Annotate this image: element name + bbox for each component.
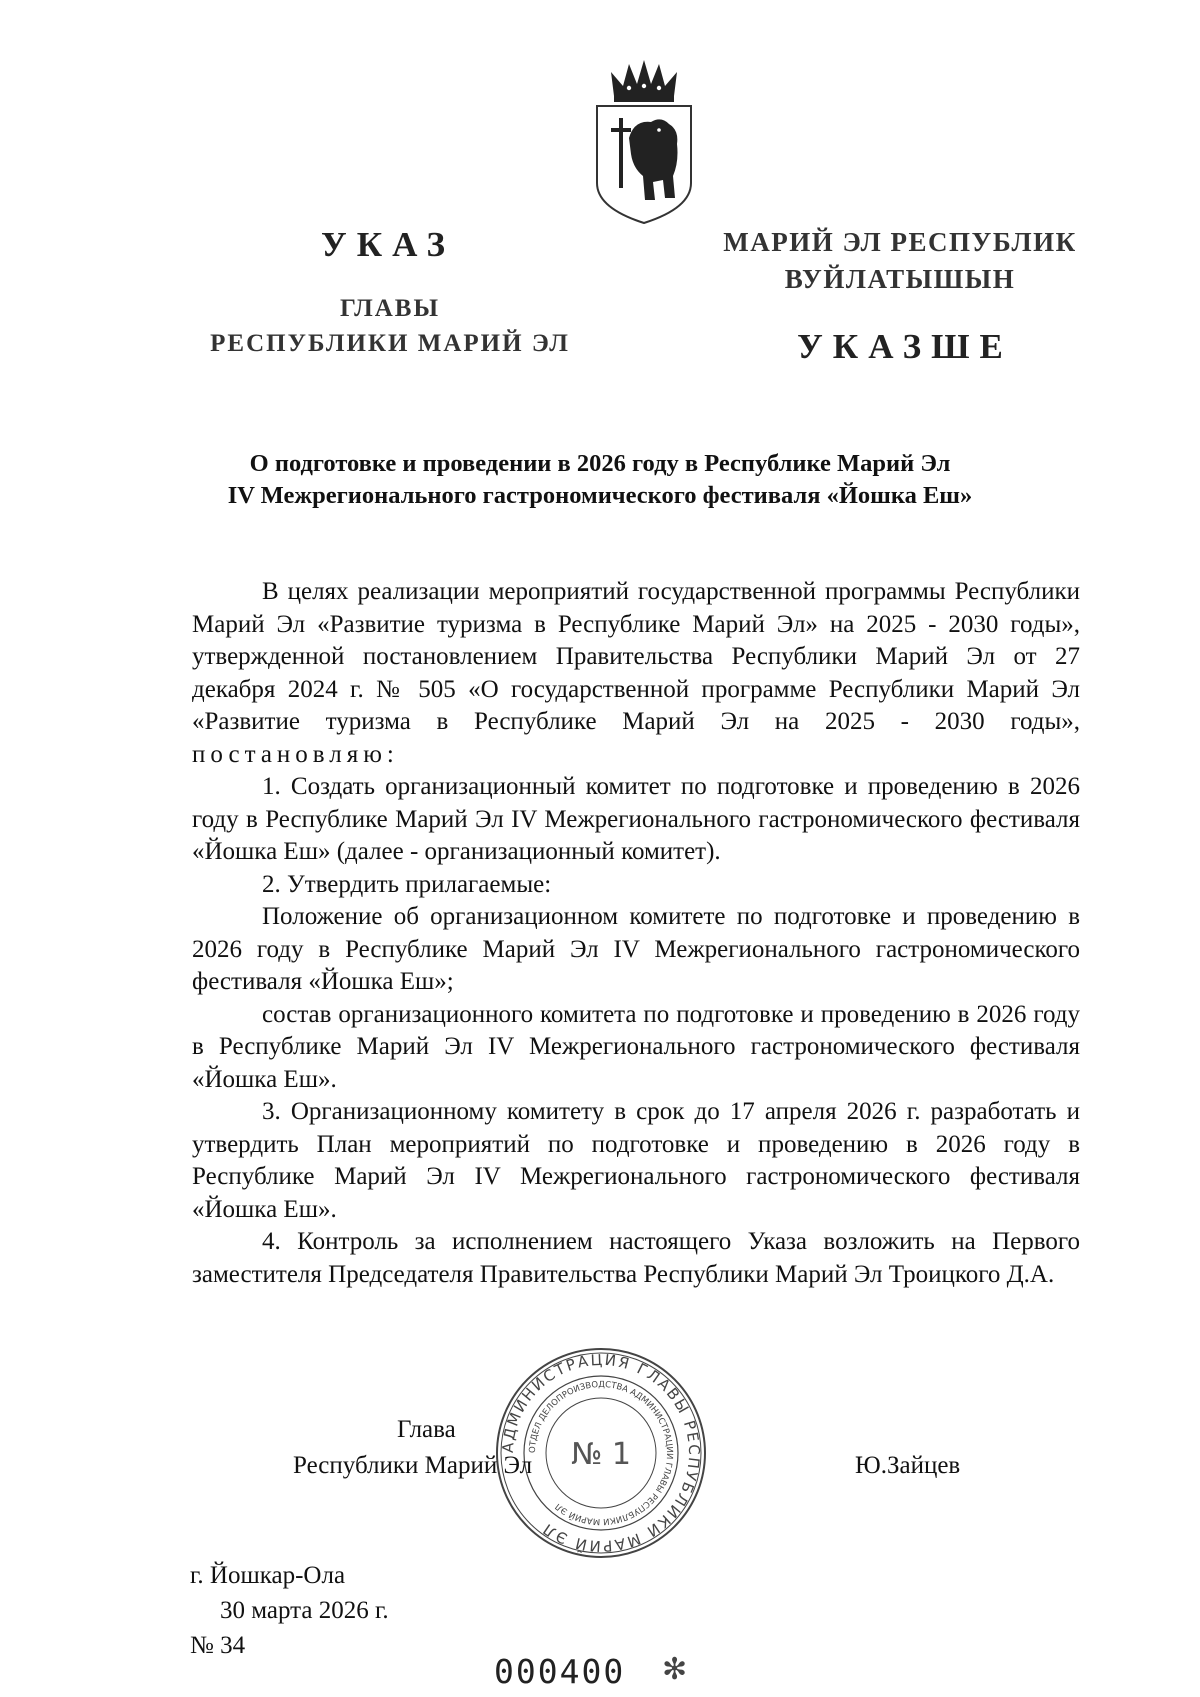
seal-outer-ring-text: АДМИНИСТРАЦИЯ ГЛАВЫ РЕСПУБЛИКИ МАРИЙ ЭЛ: [498, 1350, 704, 1556]
document-title: [170, 448, 1030, 512]
signatory-name: Ю.Зайцев: [855, 1452, 961, 1479]
document-body: [192, 576, 1080, 1291]
issuer-line1-ru: ГЛАВЫ: [339, 295, 441, 322]
coat-of-arms-emblem: [589, 58, 699, 225]
decree-title-ru: УКАЗ: [321, 225, 455, 264]
item-2: 2. Утвердить прилагаемые:: [262, 870, 552, 898]
item-2b: состав организационного комитета по подготовке и проведению в 2026 году в Республике Марий Эл IV Межрегионального гастрономического фестиваля «Йошка Еш».: [192, 1000, 1080, 1093]
item-2a: Положение об организационном комитете по подготовке и проведению в 2026 году в Республике Марий Эл IV Межрегионального гастрономического фестиваля «Йошка Еш»;: [192, 903, 1080, 995]
issue-date: 30 марта 2026 г.: [220, 1597, 389, 1624]
issuer-line1-mari: МАРИЙ ЭЛ РЕСПУБЛИК: [723, 227, 1077, 257]
issue-place: г. Йошкар-Ола: [190, 1562, 346, 1589]
issuer-line2-mari: ВУЙЛАТЫШЫН: [784, 264, 1016, 294]
item-3: 3. Организационному комитету в срок до 17 апреля 2026 г. разработать и утвердить План мероприятий по подготовке и проведению в 2026 году в Республике Марий Эл IV Межрегионального гастрономического фестиваля «Йошка Еш».: [192, 1098, 1080, 1223]
seal-center-number: № 1: [571, 1437, 631, 1472]
decree-title-mari: УКАЗШЕ: [797, 327, 1013, 366]
item-1: 1. Создать организационный комитет по подготовке и проведению в 2026 году в Республике Марий Эл IV Межрегионального гастрономического фестиваля «Йошка Еш» (далее - организационный комитет).: [192, 773, 1080, 865]
decree-number: № 34: [190, 1632, 246, 1659]
serial-number: 000400: [494, 1652, 626, 1691]
seal-inner-ring-text: ОТДЕЛ ДЕЛОПРОИЗВОДСТВА АДМИНИСТРАЦИИ ГЛАВЫ РЕСПУБЛИКИ МАРИЙ ЭЛ: [527, 1379, 675, 1527]
issuer-line2-ru: РЕСПУБЛИКИ МАРИЙ ЭЛ: [210, 330, 570, 357]
item-4: 4. Контроль за исполнением настоящего Указа возложить на Первого заместителя Председателя Правительства Республики Марий Эл Троицкого Д.А.: [192, 1228, 1080, 1288]
preamble-text: В целях реализации мероприятий государственной программы Республики Марий Эл «Развитие туризма в Республике Марий Эл» на 2025 - 2030 годы», утвержденной постановлением Правительства Республики Марий Эл от 27 декабря 2024 г. № 505 «О государственной программе Республики Марий Эл «Развитие туризма в Республике Марий Эл на 2025 - 2030 годы»,: [192, 578, 1080, 735]
signatory-position-line2: Республики Марий Эл: [293, 1452, 533, 1479]
document-title-line2: IV Межрегионального гастрономического фестиваля «Йошка Еш»: [227, 482, 973, 509]
decree-word: постановляю:: [192, 740, 399, 768]
document-title-line1: О подготовке и проведении в 2026 году в Республике Марий Эл: [249, 450, 951, 477]
preamble-paragraph: [192, 576, 1080, 771]
signatory-position-line1: Глава: [397, 1416, 456, 1443]
decorative-mark-icon: ✻: [662, 1653, 688, 1686]
